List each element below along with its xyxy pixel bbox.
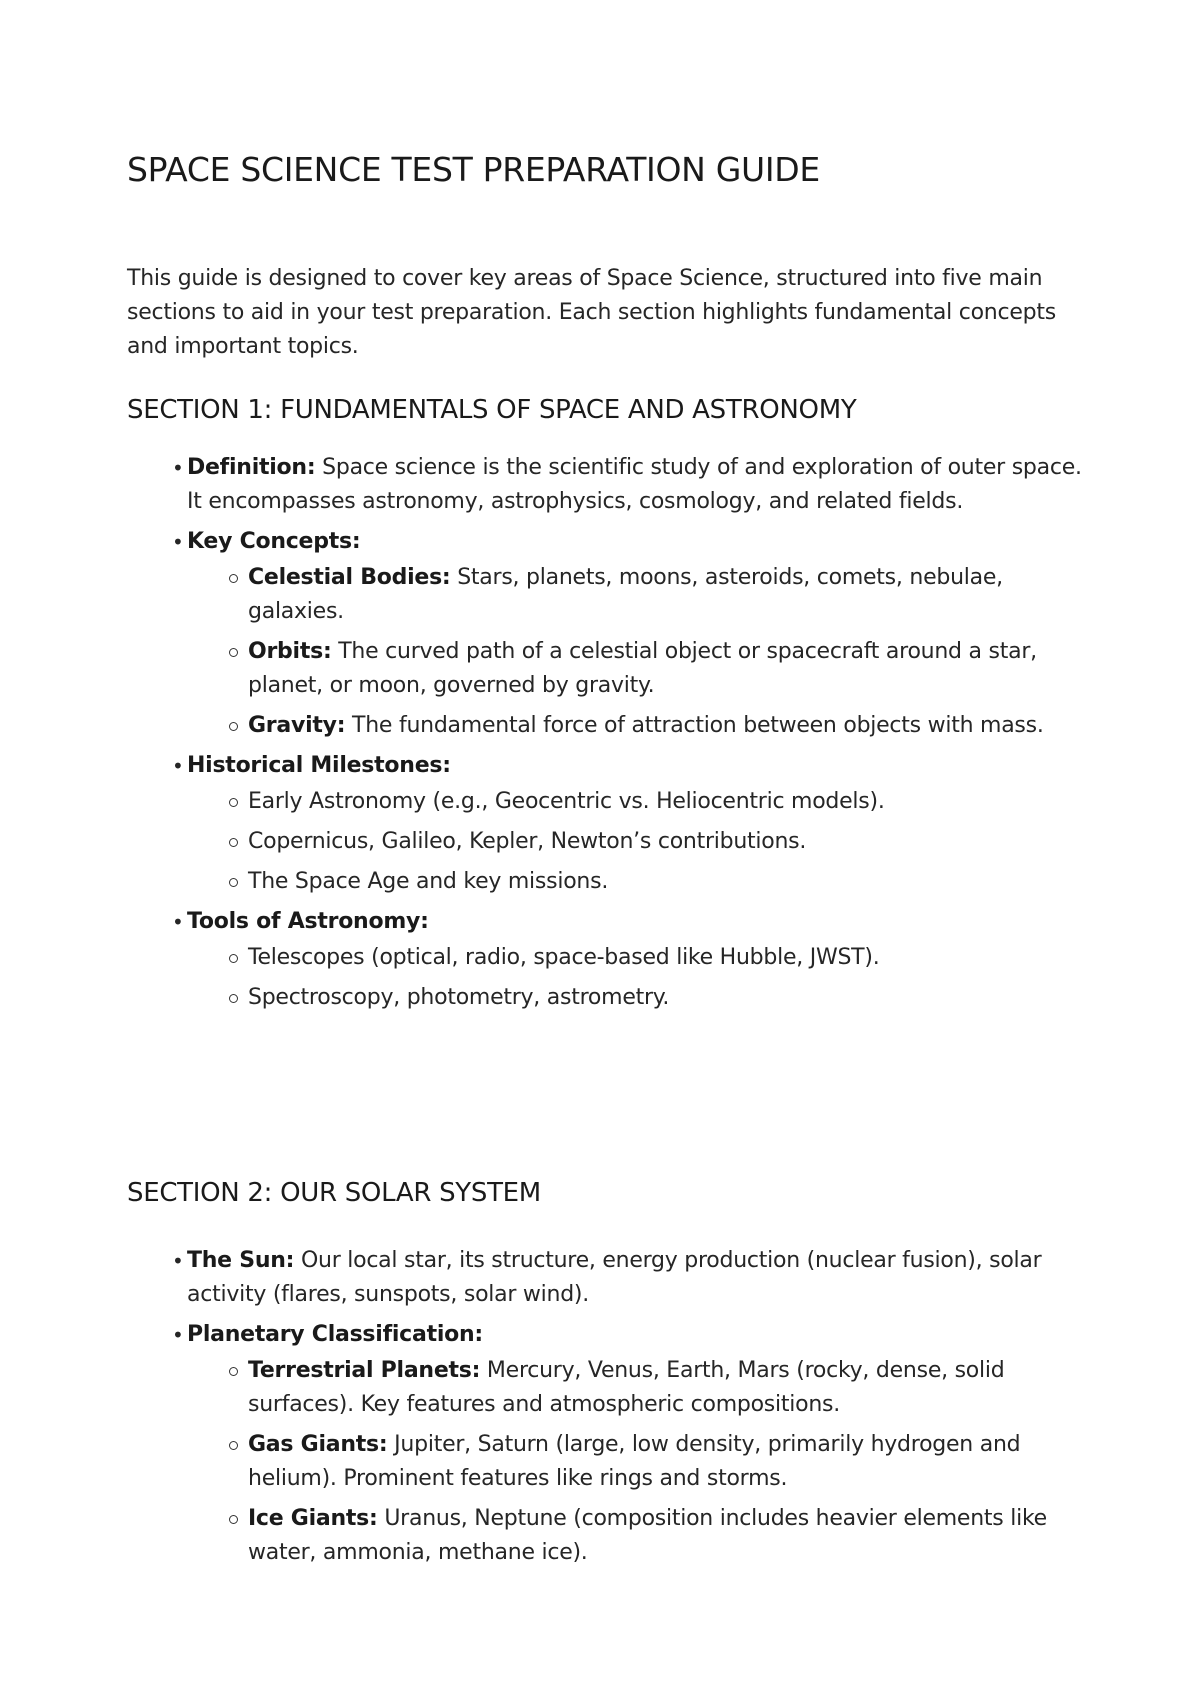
list-item-key-concepts: • Key Concepts: Celestial Bodies: Stars, planets, moons, asteroids, comets, nebulae, galaxies. Orbits: The curved path of a celestial object or spacecraft around a star, planet, or moon, governed by gravity. Gravity: The fundamental force of attraction between objects with mass. [187,525,1087,743]
circle-bullet-icon [229,878,238,887]
list-item-spectroscopy: Spectroscopy, photometry, astrometry. [248,981,1087,1015]
list-item-early-astronomy: Early Astronomy (e.g., Geocentric vs. Heliocentric models). [248,785,1087,819]
bullet-icon: • [172,530,184,554]
circle-bullet-icon [229,954,238,963]
section-1-heading: SECTION 1: FUNDAMENTALS OF SPACE AND ASTRONOMY [127,395,857,425]
circle-bullet-icon [229,838,238,847]
list-item-space-age: The Space Age and key missions. [248,865,1087,899]
section-2-heading: SECTION 2: OUR SOLAR SYSTEM [127,1178,541,1208]
circle-bullet-icon [229,994,238,1003]
list-item-historical-milestones: • Historical Milestones: Early Astronomy (e.g., Geocentric vs. Heliocentric models). Copernicus, Galileo, Kepler, Newton’s contributions. The Space Age and key missions. [187,749,1087,899]
circle-bullet-icon [229,1515,238,1524]
circle-bullet-icon [229,1367,238,1376]
bullet-icon: • [172,456,184,480]
bullet-icon: • [172,1323,184,1347]
bullet-icon: • [172,754,184,778]
list-item-terrestrial-planets: Terrestrial Planets: Mercury, Venus, Earth, Mars (rocky, dense, solid surfaces). Key features and atmospheric compositions. [248,1354,1087,1422]
circle-bullet-icon [229,648,238,657]
list-item-gravity: Gravity: The fundamental force of attraction between objects with mass. [248,709,1087,743]
list-item-celestial-bodies: Celestial Bodies: Stars, planets, moons, asteroids, comets, nebulae, galaxies. [248,561,1087,629]
bullet-icon: • [172,1249,184,1273]
section-2-list [127,1244,1087,1576]
bullet-icon: • [172,910,184,934]
list-item-ice-giants: Ice Giants: Uranus, Neptune (composition includes heavier elements like water, ammonia, methane ice). [248,1502,1087,1570]
section-1-list [127,451,1087,1021]
circle-bullet-icon [229,798,238,807]
list-item-the-sun: • The Sun: Our local star, its structure, energy production (nuclear fusion), solar activity (flares, sunspots, solar wind). [187,1244,1087,1312]
list-item-gas-giants: Gas Giants: Jupiter, Saturn (large, low density, primarily hydrogen and helium). Prominent features like rings and storms. [248,1428,1087,1496]
list-item-telescopes: Telescopes (optical, radio, space-based like Hubble, JWST). [248,941,1087,975]
list-item-orbits: Orbits: The curved path of a celestial object or spacecraft around a star, planet, or moon, governed by gravity. [248,635,1087,703]
page-title: SPACE SCIENCE TEST PREPARATION GUIDE [127,150,820,189]
list-item-planetary-classification: • Planetary Classification: Terrestrial Planets: Mercury, Venus, Earth, Mars (rocky, dense, solid surfaces). Key features and atmospheric compositions. Gas Giants: Jupiter, Saturn (large, low density, primarily hydrogen and helium). Prominent features like rings and storms. Ice Giants: Uranus, Neptune (composition includes heavier elements like water, ammonia, methane ice). [187,1318,1087,1570]
circle-bullet-icon [229,1441,238,1450]
list-item-tools-of-astronomy: • Tools of Astronomy: Telescopes (optical, radio, space-based like Hubble, JWST). Spectroscopy, photometry, astrometry. [187,905,1087,1015]
list-item-definition: • Definition: Space science is the scientific study of and exploration of outer space. It encompasses astronomy, astrophysics, cosmology, and related fields. [187,451,1087,519]
list-item-copernicus: Copernicus, Galileo, Kepler, Newton’s contributions. [248,825,1087,859]
circle-bullet-icon [229,574,238,583]
intro-paragraph: This guide is designed to cover key areas of Space Science, structured into five main sections to aid in your test preparation. Each section highlights fundamental concepts and important topics. [127,266,1056,359]
circle-bullet-icon [229,722,238,731]
